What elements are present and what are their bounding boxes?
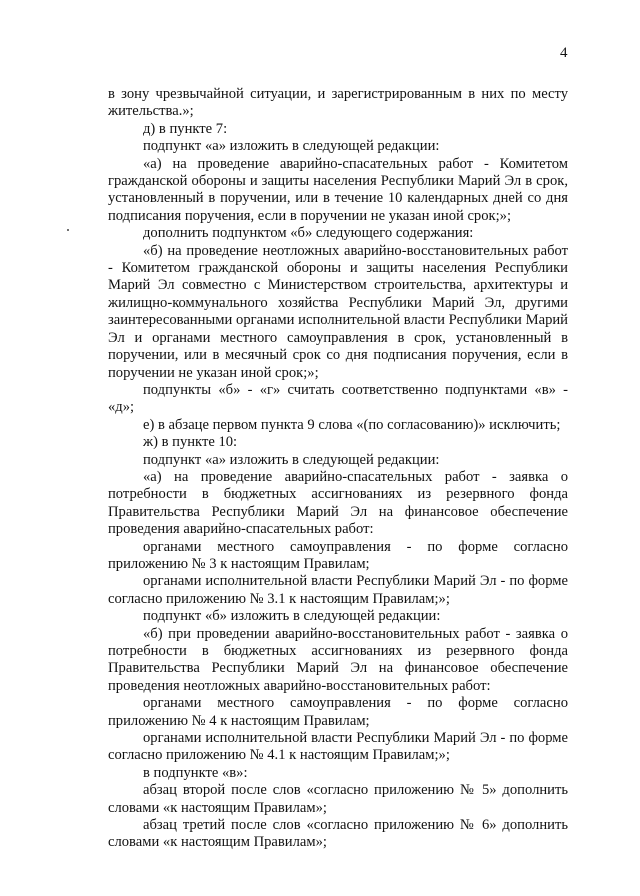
paragraph: органами местного самоуправления - по форме согласно приложению № 4 к настоящим Правилам; xyxy=(108,695,568,729)
paragraph: в подпункте «в»: xyxy=(143,764,248,781)
document-body xyxy=(108,86,568,852)
paragraph: органами местного самоуправления - по форме согласно приложению № 3 к настоящим Правилам; xyxy=(108,538,568,572)
paragraph: «а) на проведение аварийно-спасательных работ - Комитетом гражданской обороны и защиты населения Республики Марий Эл в срок, установленный в поручении, или в течение 10 календарных дней со дня подписания поручения, если в поручении не указан иной срок;»; xyxy=(108,155,568,224)
scan-speck xyxy=(67,229,69,231)
paragraph: «а) на проведение аварийно-спасательных работ - заявка о потребности в бюджетных ассигнованиях из резервного фонда Правительства Республики Марий Эл на финансовое обеспечение проведения аварийно-спасательных работ: xyxy=(108,468,568,538)
paragraph: «б) при проведении аварийно-восстановительных работ - заявка о потребности в бюджетных ассигнованиях из резервного фонда Правительства Республики Марий Эл на финансовое обеспечение проведения неотложных аварийно-восстановительных работ: xyxy=(108,625,568,694)
paragraph: «б) на проведение неотложных аварийно-восстановительных работ - Комитетом гражданской обороны и защиты населения Республики Марий Эл совместно с Министерством строительства, архитектуры и жилищно-коммунального хозяйства Республики Марий Эл, другими заинтересованными органами исполнительной власти Республики Марий Эл и органами местного самоуправления в срок, установленный в поручении, или в месячный срок со дня подписания поручения, если в поручении не указан иной срок;»; xyxy=(108,242,568,381)
paragraph: органами исполнительной власти Республики Марий Эл - по форме согласно приложению № 3.1 к настоящим Правилам;»; xyxy=(108,573,568,607)
paragraph: д) в пункте 7: xyxy=(143,120,228,137)
paragraph: подпункт «а» изложить в следующей редакции: xyxy=(143,138,440,155)
paragraph: абзац второй после слов «согласно приложению № 5» дополнить словами «к настоящим Правилам»; xyxy=(108,782,568,816)
paragraph: ж) в пункте 10: xyxy=(143,434,238,451)
paragraph: в зону чрезвычайной ситуации, и зарегистрированным в них по месту жительства.»; xyxy=(108,86,568,120)
paragraph: подпункты «б» - «г» считать соответственно подпунктами «в» - «д»; xyxy=(108,381,568,416)
paragraph: подпункт «а» изложить в следующей редакции: xyxy=(143,451,440,468)
page-number: 4 xyxy=(560,45,568,61)
paragraph: дополнить подпунктом «б» следующего содержания: xyxy=(143,225,474,242)
paragraph: органами исполнительной власти Республики Марий Эл - по форме согласно приложению № 4.1 к настоящим Правилам;»; xyxy=(108,730,568,764)
paragraph: подпункт «б» изложить в следующей редакции: xyxy=(143,608,441,625)
paragraph: е) в абзаце первом пункта 9 слова «(по согласованию)» исключить; xyxy=(143,416,561,433)
paragraph: абзац третий после слов «согласно приложению № 6» дополнить словами «к настоящим Правилам»; xyxy=(108,817,568,851)
